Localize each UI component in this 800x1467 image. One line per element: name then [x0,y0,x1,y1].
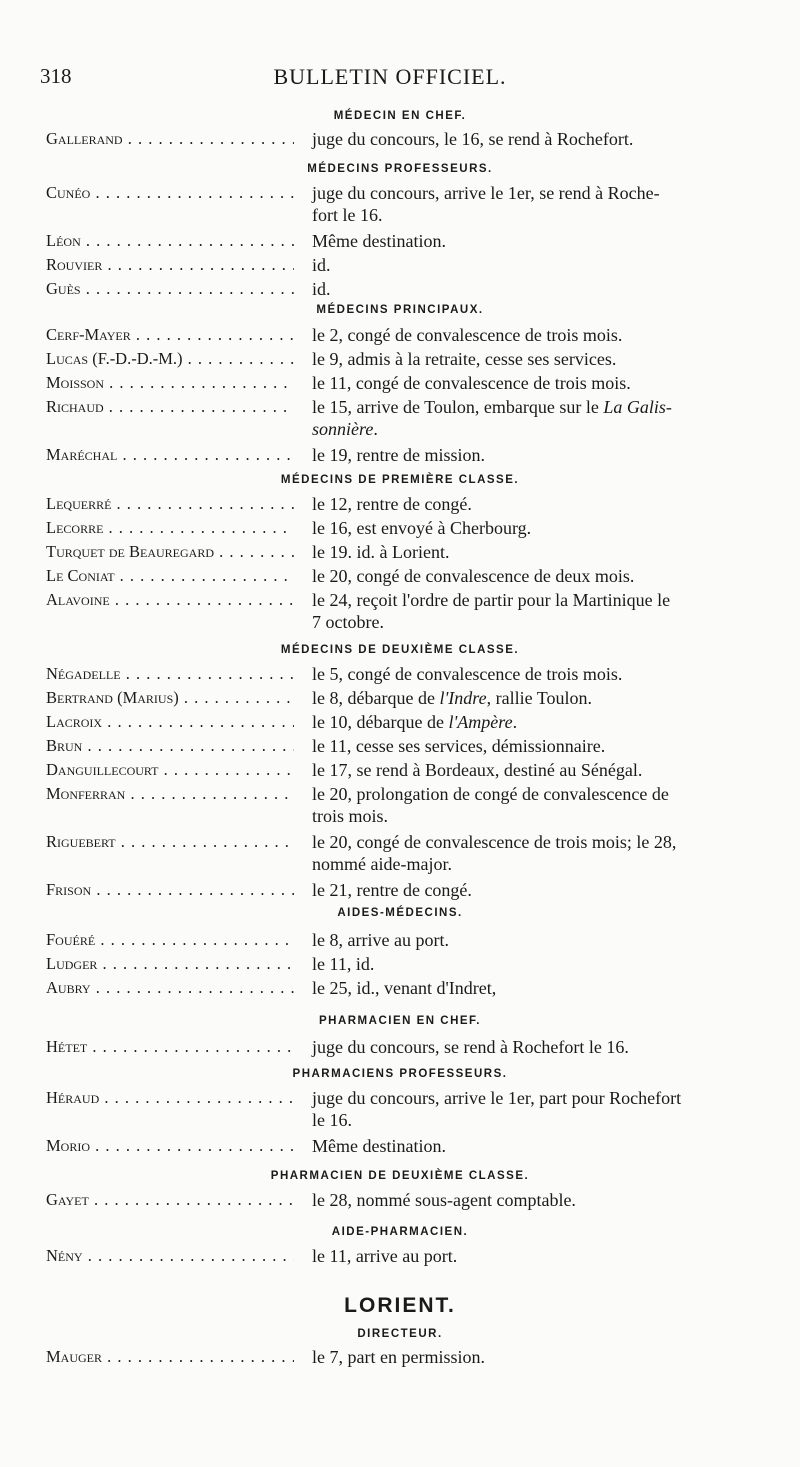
entry-name: Lequerré . . . [46,493,294,515]
description-line: Même destination. [312,1136,446,1156]
entry-description [312,953,772,975]
section-heading: DIRECTEUR. [357,1328,443,1340]
description-line: 7 octobre. [312,612,384,632]
entry-name: Lecorre . . . [46,517,294,539]
entry-description [312,1245,772,1267]
entry-name: Léon . . . [46,230,294,252]
description-line: le 20, prolongation de congé de convalescence de [312,784,669,804]
entry-description [312,444,772,466]
section-heading: MÉDECINS PROFESSEURS. [307,163,493,175]
entry-name: Maréchal . . . [46,444,294,466]
entry-name: Bertrand (Marius) . . . [46,687,294,709]
description-line: le 12, rentre de congé. [312,494,472,514]
entry-description [312,711,772,733]
description-line: le 11, arrive au port. [312,1246,458,1266]
entry-description [312,1189,772,1211]
description-line: le 19. id. à Lorient. [312,542,450,562]
entry-description [312,541,772,563]
entry-description [312,735,772,757]
entry-description [312,517,772,539]
entry-name: Ludger . . . [46,953,294,975]
entry-description [312,1135,772,1157]
section-heading: MÉDECIN EN CHEF. [333,110,467,122]
description-line: le 11, congé de convalescence de trois mois. [312,373,631,393]
entry-name: Guès . . . [46,278,294,300]
entry-description [312,1087,772,1131]
description-line: le 21, rentre de congé. [312,880,472,900]
entry-name: Héraud . . . [46,1087,294,1109]
entry-description [312,348,772,370]
section-heading: PHARMACIEN EN CHEF. [318,1015,482,1027]
description-line: id. [312,255,331,275]
entry-name: Aubry . . . [46,977,294,999]
description-line: le 17, se rend à Bordeaux, destiné au Sénégal. [312,760,643,780]
section-heading: PHARMACIENS PROFESSEURS. [292,1068,508,1080]
description-line: le 16, est envoyé à Cherbourg. [312,518,532,538]
description-line: le 11, cesse ses services, démissionnaire. [312,736,606,756]
description-line: sonnière. [312,419,378,439]
entry-description [312,759,772,781]
entry-description [312,396,772,440]
entry-description [312,879,772,901]
entry-name: Lacroix . . . [46,711,294,733]
entry-name: Cunéo . . . [46,182,294,204]
entry-name: Négadelle . . . [46,663,294,685]
section-heading: PHARMACIEN DE DEUXIÈME CLASSE. [270,1170,530,1182]
entry-name: Rouvier . . . [46,254,294,276]
entry-name: Le Coniat . . . [46,565,294,587]
description-line: le 28, nommé sous-agent comptable. [312,1190,576,1210]
description-line: le 2, congé de convalescence de trois mois. [312,325,623,345]
entry-description [312,230,772,252]
entry-description [312,182,772,226]
description-line: juge du concours, arrive le 1er, part pour Rochefort [312,1088,682,1108]
entry-description [312,372,772,394]
running-head: BULLETIN OFFICIEL. [273,64,507,89]
description-line: le 19, rentre de mission. [312,445,485,465]
entry-name: Monferran . . . [46,783,294,805]
entry-description [312,1346,772,1368]
entry-description [312,663,772,685]
entry-description [312,929,772,951]
entry-description [312,324,772,346]
description-line: fort le 16. [312,205,383,225]
entry-description [312,977,772,999]
entry-description [312,831,772,875]
entry-name: Gayet . . . [46,1189,294,1211]
entry-name: Cerf-Mayer . . . [46,324,294,346]
entry-description [312,783,772,827]
entry-name: Hétet . . . [46,1036,294,1058]
entry-name: Danguillecourt . . . [46,759,294,781]
entry-description [312,254,772,276]
entry-name: Richaud . . . [46,396,294,418]
entry-name: Morio . . . [46,1135,294,1157]
page-header [40,64,780,94]
description-line: le 8, arrive au port. [312,930,449,950]
entry-description [312,1036,772,1058]
entry-description [312,687,772,709]
description-line: le 7, part en permission. [312,1347,485,1367]
entry-description [312,565,772,587]
entry-name: Frison . . . [46,879,294,901]
entry-name: Moisson . . . [46,372,294,394]
description-line: trois mois. [312,806,389,826]
description-line: id. [312,279,331,299]
entry-name: Brun . . . [46,735,294,757]
entry-name: Fouéré . . . [46,929,294,951]
entry-name: Mauger . . . [46,1346,294,1368]
entry-name: Gallerand . . . [46,128,294,150]
description-line: le 25, id., venant d'Indret, [312,978,497,998]
description-line: le 24, reçoit l'ordre de partir pour la Martinique le [312,590,671,610]
page-number: 318 [40,64,72,88]
section-heading: AIDE-PHARMACIEN. [331,1226,469,1238]
description-line: nommé aide-major. [312,854,452,874]
entry-description [312,493,772,515]
entry-description [312,589,772,633]
description-line: le 9, admis à la retraite, cesse ses services. [312,349,617,369]
description-line: le 20, congé de convalescence de trois mois; le 28, [312,832,677,852]
description-line: le 8, débarque de l'Indre, rallie Toulon. [312,688,593,708]
description-line: Même destination. [312,231,446,251]
entry-description [312,128,772,150]
entry-name: Riguebert . . . [46,831,294,853]
description-line: le 10, débarque de l'Ampère. [312,712,518,732]
description-line: le 5, congé de convalescence de trois mois. [312,664,623,684]
section-heading: MÉDECINS DE PREMIÈRE CLASSE. [280,474,520,486]
section-heading: MÉDECINS DE DEUXIÈME CLASSE. [280,644,520,656]
description-line: juge du concours, se rend à Rochefort le 16. [312,1037,629,1057]
bleed-through-text [560,66,565,87]
entry-name: Alavoine . . . [46,589,294,611]
description-line: juge du concours, le 16, se rend à Rochefort. [312,129,634,149]
entry-description [312,278,772,300]
city-heading: LORIENT. [344,1294,456,1317]
description-line: le 15, arrive de Toulon, embarque sur le La Galis- [312,397,672,417]
entry-name: Lucas (F.-D.-D.-M.) . . . [46,348,294,370]
section-heading: MÉDECINS PRINCIPAUX. [316,304,484,316]
description-line: le 11, id. [312,954,375,974]
entry-name: Turquet de Beauregard . . . [46,541,294,563]
description-line: le 16. [312,1110,352,1130]
description-line: juge du concours, arrive le 1er, se rend à Roche- [312,183,660,203]
description-line: le 20, congé de convalescence de deux mois. [312,566,635,586]
section-heading: AIDES-MÉDECINS. [337,907,463,919]
entry-name: Nény . . . [46,1245,294,1267]
